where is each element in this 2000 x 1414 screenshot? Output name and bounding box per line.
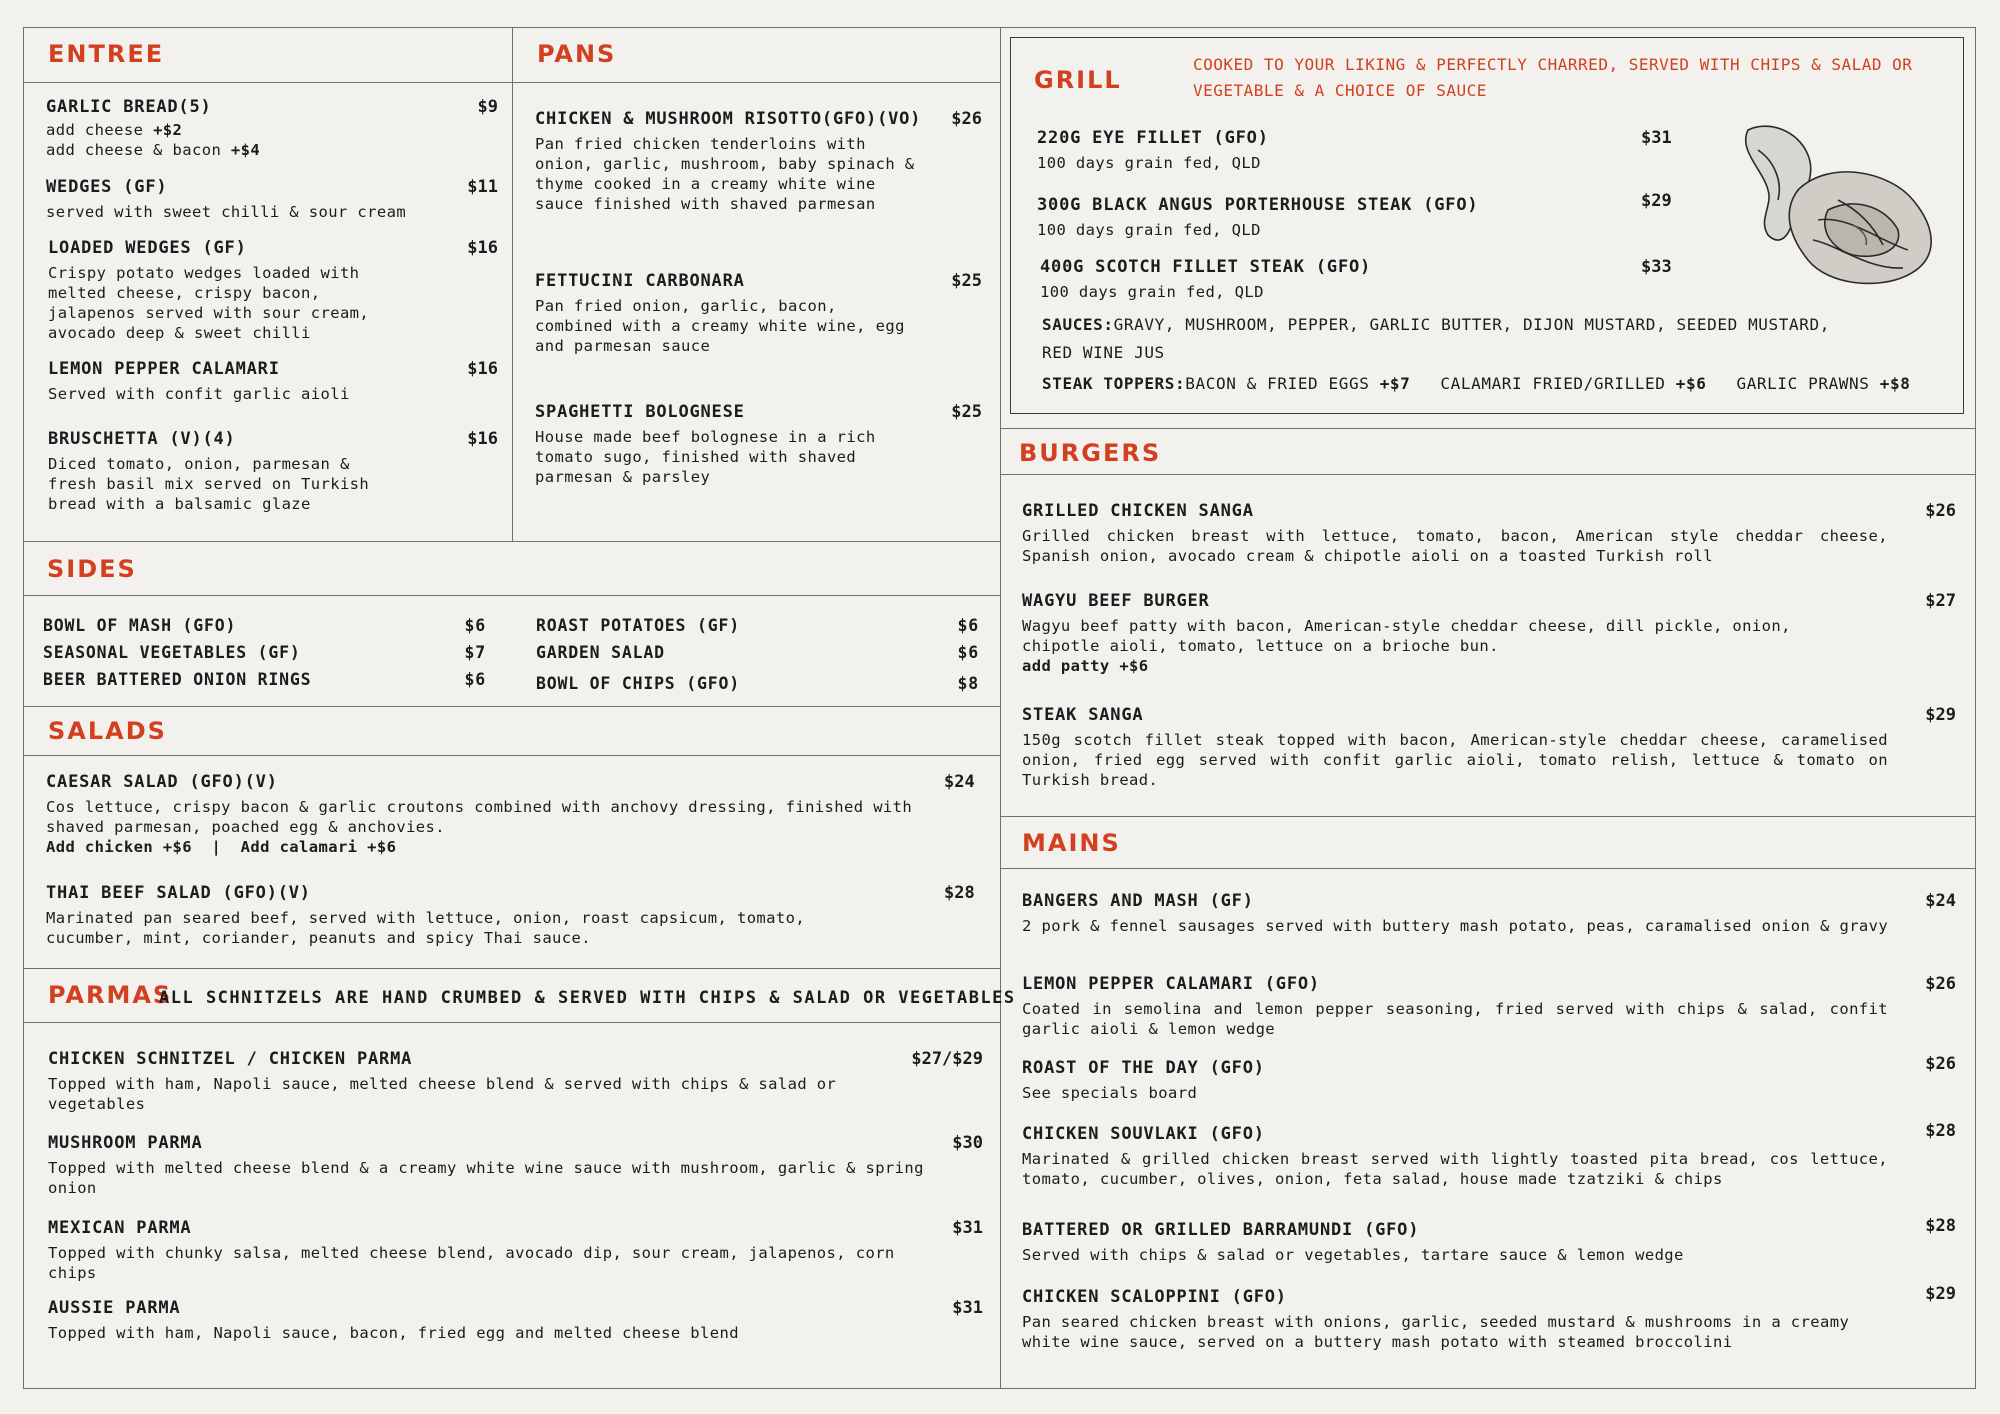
menu-item-thai-beef-salad xyxy=(46,882,977,948)
item-name: GARLIC BREAD(5) xyxy=(46,97,212,117)
item-price: $27 xyxy=(1925,591,1956,611)
steak-illustration-icon xyxy=(1738,120,1958,290)
item-price: $28 xyxy=(1925,1121,1956,1141)
menu-item-mexican-parma xyxy=(48,1217,983,1283)
side-item-mash: BOWL OF MASH (GFO) $6 xyxy=(43,616,486,635)
grill-sauces: SAUCES:GRAVY, MUSHROOM, PEPPER, GARLIC BUTTER, DIJON MUSTARD, SEEDED MUSTARD, RED WINE JUS xyxy=(1042,315,1830,362)
item-extra: add cheese +$2 xyxy=(46,121,183,139)
item-name: MEXICAN PARMA xyxy=(48,1218,192,1238)
item-description: Wagyu beef patty with bacon, American-style cheddar cheese, dill pickle, onion, chipotle aioli, tomato, lettuce on a brioche bun. xyxy=(1022,617,1791,655)
item-description: Pan fried onion, garlic, bacon, combined with a creamy white wine, egg and parmesan sauce xyxy=(535,297,905,355)
menu-item-eye-fillet xyxy=(1037,127,1675,173)
item-price: $16 xyxy=(467,429,498,449)
item-price: $25 xyxy=(951,402,982,422)
menu-item-wagyu-beef-burger xyxy=(1022,590,1956,676)
item-name: BATTERED OR GRILLED BARRAMUNDI (GFO) xyxy=(1022,1220,1420,1240)
item-name: ROAST OF THE DAY (GFO) xyxy=(1022,1058,1265,1078)
menu-item-aussie-parma xyxy=(48,1297,983,1343)
item-description: 100 days grain fed, QLD xyxy=(1037,221,1261,239)
pans-title: PANS xyxy=(537,40,617,68)
salads-bottom-rule xyxy=(23,968,1000,969)
item-name: CHICKEN SCALOPPINI (GFO) xyxy=(1022,1287,1287,1307)
item-name: LEMON PEPPER CALAMARI (GFO) xyxy=(1022,974,1320,994)
menu-item-wedges xyxy=(46,176,498,222)
item-name: WEDGES (GF) xyxy=(46,177,168,197)
item-name: LOADED WEDGES (GF) xyxy=(48,238,247,258)
item-description: Pan seared chicken breast with onions, garlic, seeded mustard & mushrooms in a creamy white wine sauce, served on a buttery mash potato with steamed broccolini xyxy=(1022,1313,1850,1351)
item-price: $24 xyxy=(1925,891,1956,911)
item-price: $29 xyxy=(1925,1284,1956,1304)
item-price: $31 xyxy=(952,1218,983,1238)
item-name: STEAK SANGA xyxy=(1022,705,1144,725)
item-name: FETTUCINI CARBONARA xyxy=(535,271,745,291)
item-price: $28 xyxy=(944,883,975,903)
item-description: 2 pork & fennel sausages served with buttery mash potato, peas, caramalised onion & gravy xyxy=(1022,917,1889,935)
item-description: Marinated pan seared beef, served with lettuce, onion, roast capsicum, tomato, cucumber, mint, coriander, peanuts and spicy Thai sauce. xyxy=(46,909,806,947)
item-price: $26 xyxy=(1925,974,1956,994)
item-price: $25 xyxy=(951,271,982,291)
parmas-header-rule xyxy=(23,1022,1000,1023)
item-description: served with sweet chilli & sour cream xyxy=(46,203,407,221)
item-name: LEMON PEPPER CALAMARI xyxy=(48,359,280,379)
salads-header-rule xyxy=(23,755,1000,756)
menu-item-bangers-and-mash xyxy=(1022,890,1956,936)
item-description: Topped with melted cheese blend & a creamy white wine sauce with mushroom, garlic & spring onion xyxy=(48,1159,924,1197)
menu-item-caesar-salad xyxy=(46,771,977,857)
menu-item-chicken-scaloppini xyxy=(1022,1286,1956,1352)
salads-title: SALADS xyxy=(48,717,167,745)
item-description: Diced tomato, onion, parmesan & fresh basil mix served on Turkish bread with a balsamic glaze xyxy=(48,455,370,513)
item-name: CHICKEN SOUVLAKI (GFO) xyxy=(1022,1124,1265,1144)
menu-item-steak-sanga xyxy=(1022,704,1956,790)
mains-header-rule xyxy=(1000,868,1976,869)
item-name: BANGERS AND MASH (GF) xyxy=(1022,891,1254,911)
side-item-chips: BOWL OF CHIPS (GFO) $8 xyxy=(536,674,979,693)
item-description: Topped with ham, Napoli sauce, melted cheese blend & served with chips & salad or vegetables xyxy=(48,1075,837,1113)
item-price: $9 xyxy=(477,97,498,117)
item-description: Coated in semolina and lemon pepper seasoning, fried served with chips & salad, confit garlic aioli & lemon wedge xyxy=(1022,1000,1888,1038)
menu-item-risotto xyxy=(535,108,982,214)
item-name: CHICKEN & MUSHROOM RISOTTO(GFO)(VO) xyxy=(535,109,922,129)
grill-bottom-rule xyxy=(1000,428,1976,429)
item-name: BRUSCHETTA (V)(4) xyxy=(48,429,236,449)
item-description: 100 days grain fed, QLD xyxy=(1037,154,1261,172)
item-description: Served with confit garlic aioli xyxy=(48,385,350,403)
item-description: Pan fried chicken tenderloins with onion, garlic, mushroom, baby spinach & thyme cooked in a creamy white wine sauce finished with shaved parmesan xyxy=(535,135,915,213)
item-description: Cos lettuce, crispy bacon & garlic croutons combined with anchovy dressing, finished with shaved parmesan, poached egg & anchovies. xyxy=(46,798,913,836)
sides-title: SIDES xyxy=(47,555,137,583)
item-description: House made beef bolognese in a rich tomato sugo, finished with shaved parmesan & parsley xyxy=(535,428,876,486)
item-description: 100 days grain fed, QLD xyxy=(1040,283,1264,301)
menu-item-porterhouse xyxy=(1037,191,1675,240)
menu-item-roast-of-the-day xyxy=(1022,1054,1956,1103)
sides-bottom-rule xyxy=(23,706,1000,707)
menu-item-chicken-parma xyxy=(48,1048,983,1114)
item-name: 300G BLACK ANGUS PORTERHOUSE STEAK (GFO) xyxy=(1037,195,1479,215)
center-divider xyxy=(1000,27,1001,1389)
grill-title: GRILL xyxy=(1034,66,1122,94)
side-item-roast-potatoes: ROAST POTATOES (GF) $6 xyxy=(536,616,979,635)
sides-header-rule xyxy=(23,595,1000,596)
item-extra: add patty +$6 xyxy=(1022,657,1149,675)
item-description: Grilled chicken breast with lettuce, tomato, bacon, American style cheddar cheese, Spanish onion, avocado cream & chipotle aioli on a toasted Turkish roll xyxy=(1022,527,1888,565)
burgers-title: BURGERS xyxy=(1019,439,1162,467)
item-name: CHICKEN SCHNITZEL / CHICKEN PARMA xyxy=(48,1049,413,1069)
side-item-onion-rings: BEER BATTERED ONION RINGS $6 xyxy=(43,670,486,689)
item-description: 150g scotch fillet steak topped with bacon, American-style cheddar cheese, caramelised onion, fried egg served with confit garlic aioli, tomato relish, lettuce & tomato on Turkish bread. xyxy=(1022,731,1888,789)
item-price: $28 xyxy=(1925,1216,1956,1236)
item-price: $29 xyxy=(1641,191,1672,211)
parmas-note: ALL SCHNITZELS ARE HAND CRUMBED & SERVED WITH CHIPS & SALAD OR VEGETABLES xyxy=(159,988,1016,1008)
entree-bottom-rule xyxy=(23,541,1000,542)
menu-item-barramundi xyxy=(1022,1216,1956,1265)
item-price: $29 xyxy=(1925,705,1956,725)
item-price: $33 xyxy=(1641,257,1672,277)
menu-item-loaded-wedges xyxy=(48,237,498,343)
item-name: WAGYU BEEF BURGER xyxy=(1022,591,1210,611)
entree-header-rule xyxy=(23,82,1000,83)
menu-item-carbonara xyxy=(535,270,982,356)
menu-item-mushroom-parma xyxy=(48,1132,983,1198)
item-price: $16 xyxy=(467,359,498,379)
item-name: GRILLED CHICKEN SANGA xyxy=(1022,501,1254,521)
menu-item-bolognese xyxy=(535,401,982,487)
menu-item-garlic-bread xyxy=(46,96,498,160)
item-price: $30 xyxy=(952,1133,983,1153)
grill-steak-toppers: STEAK TOPPERS:BACON & FRIED EGGS +$7 CALAMARI FRIED/GRILLED +$6 GARLIC PRAWNS +$8 xyxy=(1042,374,1911,393)
item-extra: Add chicken +$6 | Add calamari +$6 xyxy=(46,838,397,856)
item-price: $26 xyxy=(951,109,982,129)
entree-pans-divider xyxy=(512,27,513,542)
menu-item-grilled-chicken-sanga xyxy=(1022,500,1956,566)
item-description: Topped with ham, Napoli sauce, bacon, fried egg and melted cheese blend xyxy=(48,1324,739,1342)
item-price: $26 xyxy=(1925,501,1956,521)
menu-item-chicken-souvlaki xyxy=(1022,1123,1956,1189)
item-price: $11 xyxy=(467,177,498,197)
item-description: See specials board xyxy=(1022,1084,1198,1102)
side-item-garden-salad: GARDEN SALAD $6 xyxy=(536,643,979,662)
side-item-vegetables: SEASONAL VEGETABLES (GF) $7 xyxy=(43,643,486,662)
item-price: $24 xyxy=(944,772,975,792)
grill-note: COOKED TO YOUR LIKING & PERFECTLY CHARRED, SERVED WITH CHIPS & SALAD OR VEGETABLE & A CHOICE OF SAUCE xyxy=(1193,55,1913,100)
item-name: AUSSIE PARMA xyxy=(48,1298,181,1318)
item-description: Marinated & grilled chicken breast served with lightly toasted pita bread, cos lettuce, tomato, cucumber, olives, onion, feta salad, house made tzatziki & chips xyxy=(1022,1150,1888,1188)
item-price: $16 xyxy=(467,238,498,258)
menu-item-scotch-fillet xyxy=(1040,256,1675,302)
item-price: $31 xyxy=(952,1298,983,1318)
item-description: Served with chips & salad or vegetables, tartare sauce & lemon wedge xyxy=(1022,1246,1684,1264)
item-name: MUSHROOM PARMA xyxy=(48,1133,203,1153)
item-name: 220G EYE FILLET (GFO) xyxy=(1037,128,1269,148)
item-name: THAI BEEF SALAD (GFO)(V) xyxy=(46,883,311,903)
mains-title: MAINS xyxy=(1022,829,1121,857)
item-price: $31 xyxy=(1641,128,1672,148)
burgers-bottom-rule xyxy=(1000,816,1976,817)
item-name: CAESAR SALAD (GFO)(V) xyxy=(46,772,278,792)
menu-item-lemon-pepper-calamari xyxy=(48,358,498,404)
menu-item-bruschetta xyxy=(48,428,498,514)
burgers-header-rule xyxy=(1000,474,1976,475)
item-extra: add cheese & bacon +$4 xyxy=(46,141,261,159)
item-description: Topped with chunky salsa, melted cheese blend, avocado dip, sour cream, jalapenos, corn chips xyxy=(48,1244,895,1282)
entree-title: ENTREE xyxy=(48,40,165,68)
menu-item-mains-calamari xyxy=(1022,973,1956,1039)
item-price: $26 xyxy=(1925,1054,1956,1074)
item-name: 400G SCOTCH FILLET STEAK (GFO) xyxy=(1040,257,1372,277)
item-price: $27/$29 xyxy=(911,1049,983,1069)
item-name: SPAGHETTI BOLOGNESE xyxy=(535,402,745,422)
item-description: Crispy potato wedges loaded with melted cheese, crispy bacon, jalapenos served with sour cream, avocado deep & sweet chilli xyxy=(48,264,370,342)
parmas-title: PARMAS xyxy=(48,981,173,1009)
